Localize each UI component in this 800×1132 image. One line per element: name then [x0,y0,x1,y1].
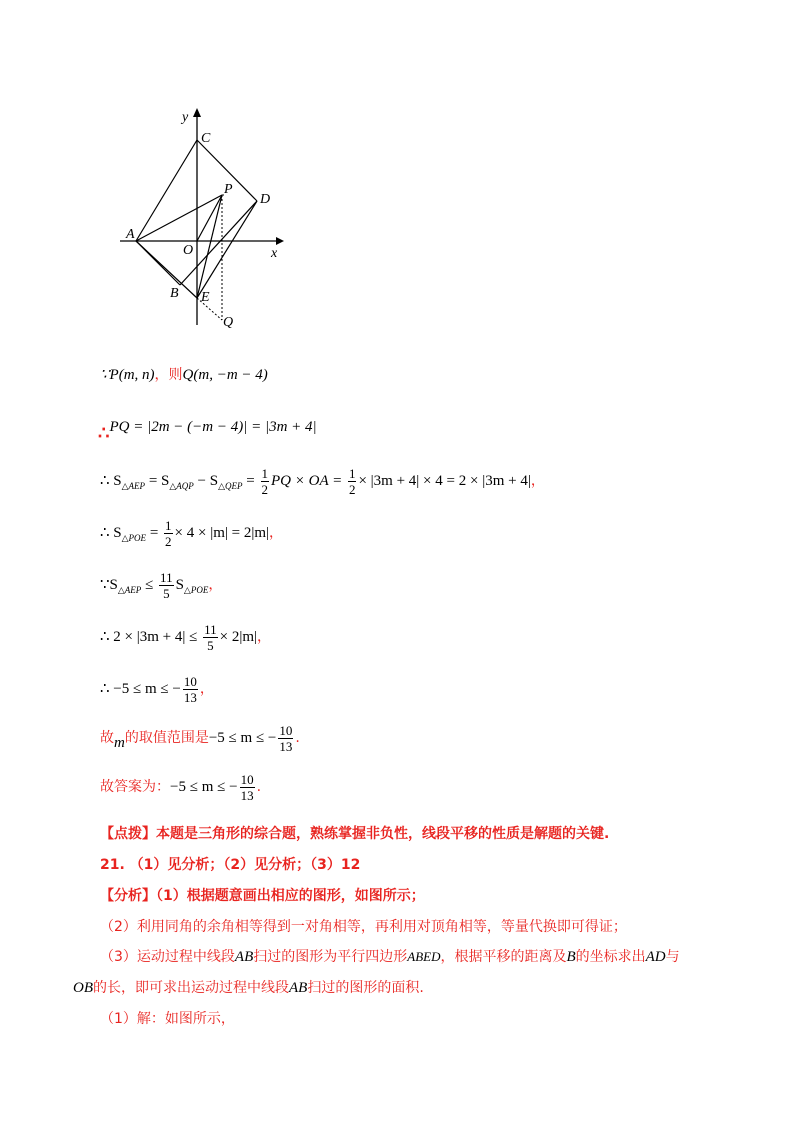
text: 的取值范围是 [124,730,209,747]
text: ∴ S [100,524,122,541]
math-ab: AB [234,949,254,965]
question-21-answer: 21. （1）见分析；（2）见分析；（3）12 [100,857,361,873]
punct: ， [208,576,223,593]
denominator: 2 [165,534,172,549]
numerator: 10 [183,674,197,689]
line-m-range [100,674,214,705]
analysis-3-cont [73,977,424,997]
line-pq-length [98,415,317,443]
label-b: B [170,286,179,301]
line-inequality-substituted [100,622,271,653]
text: −5 ≤ m ≤ − [208,730,277,747]
text: 故答案为： [100,779,170,796]
text: ∴ S [100,472,122,489]
text: ，根据平移的距离及 [440,949,567,965]
punct: ， [199,680,214,697]
text: 故 [100,730,114,747]
text: × 4 × |m| = 2|m| [174,524,270,541]
solution-1: （1）解：如图所示， [100,1011,235,1027]
subscript: △AQP [169,480,194,491]
numerator: 10 [279,723,293,738]
geometry-figure [110,105,290,335]
denominator: 13 [240,788,254,803]
variable-m: m [114,735,125,752]
therefore-symbol: ∴ [98,423,110,443]
label-e: E [201,290,210,305]
segment-ac [136,140,197,241]
line-area-poe [100,518,283,549]
text: ≤ [141,576,158,593]
analysis-text: 【分析】（1）根据题意画出相应的图形，如图所示； [100,888,425,904]
numerator: 11 [204,622,217,637]
numerator: 1 [165,518,172,533]
punct: . [256,779,262,796]
text: 扫过的图形的面积. [307,980,424,996]
label-q: Q [223,315,234,330]
label-x: x [271,246,278,261]
text: ∵S [100,576,118,593]
math-ab: AB [289,980,308,996]
fraction [348,466,357,497]
analysis-1 [100,885,425,905]
x-axis-arrow [276,237,284,245]
denominator: 13 [279,739,293,754]
punct: ， [269,524,284,541]
fraction [183,674,198,705]
denominator: 5 [207,638,214,653]
math-p: ∵P(m, n) [100,367,155,383]
denominator: 2 [261,482,268,497]
numerator: 11 [160,570,173,585]
math-abed: ABED [407,949,441,964]
label-o: O [183,243,194,258]
text: − S [193,472,219,489]
text: = S [145,472,170,489]
denominator: 2 [348,482,356,497]
math-pq: PQ = |2m − (−m − 4)| = |3m + 4| [109,419,317,435]
text: ∴ 2 × |3m + 4| ≤ [100,628,202,645]
text: = [146,524,163,541]
text: ∴ −5 ≤ m ≤ − [100,680,181,697]
denominator: 5 [163,586,170,601]
label-p: P [224,182,233,197]
line-m-range-conclusion [100,723,300,754]
math-b: B [566,949,576,965]
text: PQ × OA = [271,472,346,489]
subscript: △AEP [121,480,146,491]
fraction [164,518,173,549]
math-q: Q(m, −m − 4) [182,367,268,383]
text: −5 ≤ m ≤ − [170,779,238,796]
numerator: 1 [348,466,356,481]
numerator: 10 [240,772,254,787]
line-inequality-condition [100,570,222,601]
math-ob: OB [73,980,93,996]
text: S [175,576,184,593]
text-then: ，则 [154,367,183,383]
denominator: 13 [183,690,197,705]
line-answer [100,772,261,803]
segment-de [197,201,257,298]
hint-paragraph: 【点拨】本题是三角形的综合题，熟练掌握非负性，线段平移的性质是解题的关键. [100,826,610,842]
text: 的坐标求出 [575,949,646,965]
text: 与 [665,949,680,965]
fraction [261,466,270,497]
fraction [159,570,174,601]
fraction [203,622,218,653]
subscript: △QEP [218,480,243,491]
line-p-q-coordinates [100,364,268,384]
numerator: 1 [261,466,268,481]
label-c: C [201,131,211,146]
fraction [240,772,255,803]
subscript: △AEP [117,584,142,595]
punct: ， [257,628,272,645]
fraction [278,723,293,754]
line-area-aep [100,466,545,497]
label-d: D [260,192,271,207]
segment-ep [197,195,222,298]
analysis-2: （2）利用同角的余角相等得到一对角相等，再利用对顶角相等，等量代换即可得证； [100,919,627,935]
label-a: A [126,227,135,242]
text: 扫过的图形为平行四边形 [253,949,408,965]
analysis-3 [100,946,680,966]
text: （3）运动过程中线段 [100,949,235,965]
math-ad: AD [645,949,666,965]
punct: . [295,730,300,747]
subscript: △POE [183,584,209,595]
y-axis-arrow [193,108,201,117]
label-y: y [182,110,189,125]
subscript: △POE [121,532,147,543]
text: = [242,472,259,489]
text: × |3m + 4| × 4 = 2 × |3m + 4| [358,472,531,489]
text: 的长，即可求出运动过程中线段 [93,980,289,996]
text: × 2|m| [219,628,258,645]
punct: ， [530,472,545,489]
